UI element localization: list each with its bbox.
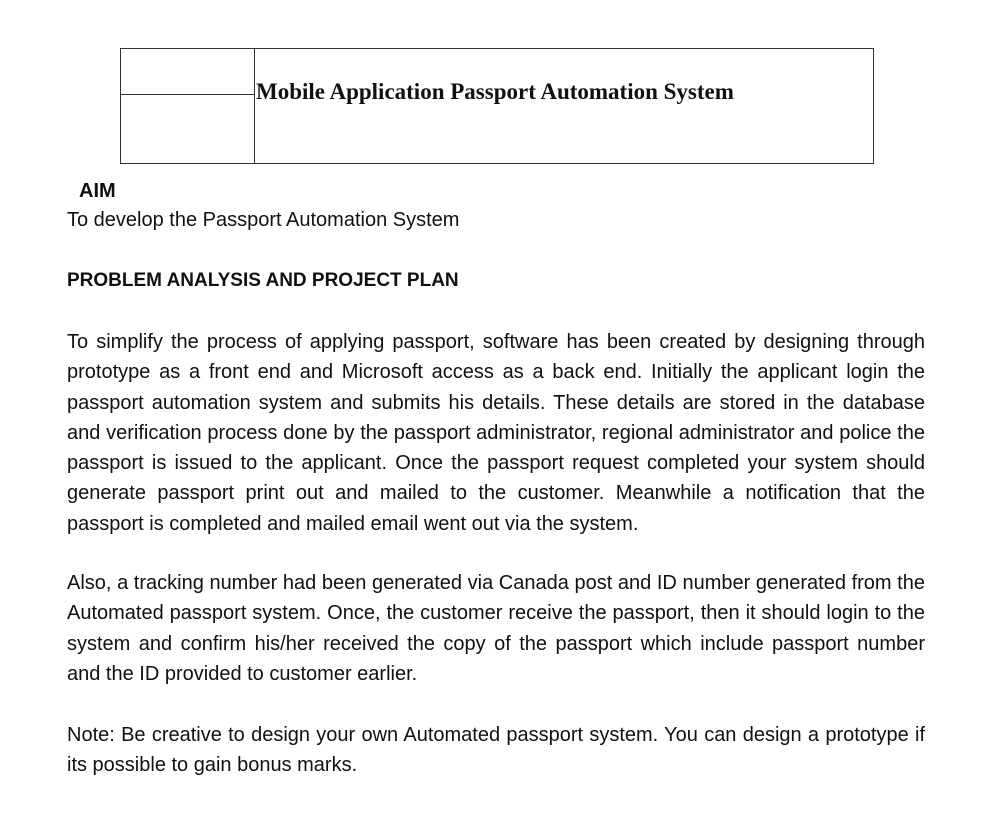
aim-heading: AIM: [79, 180, 116, 202]
problem-paragraph-1: To simplify the process of applying passport, software has been created by designing through prototype as a front end and Microsoft access as a back end. Initially the applicant login the passport automation system and submits his details. These details are stored in the database and verification process done by the passport administrator, regional administrator and police the passport is issued to the applicant. Once the passport request completed your system should generate passport print out and mailed to the customer. Meanwhile a notification that the passport is completed and mailed email went out via the system.: [67, 331, 925, 535]
problem-analysis-heading: PROBLEM ANALYSIS AND PROJECT PLAN: [67, 270, 459, 291]
header-left-cell: [121, 49, 255, 163]
note-paragraph: Note: Be creative to design your own Automated passport system. You can design a prototype if its possible to gain bonus marks.: [67, 724, 925, 777]
problem-paragraph-2: Also, a tracking number had been generated via Canada post and ID number generated from the Automated passport system. Once, the customer receive the passport, then it should login to the system and confirm his/her received the copy of the passport which include passport number and the ID provided to customer earlier.: [67, 572, 925, 685]
header-cell-divider: [121, 94, 254, 95]
document-title: Mobile Application Passport Automation System: [256, 79, 734, 104]
header-table: [120, 48, 874, 164]
aim-text: To develop the Passport Automation System: [67, 209, 460, 231]
